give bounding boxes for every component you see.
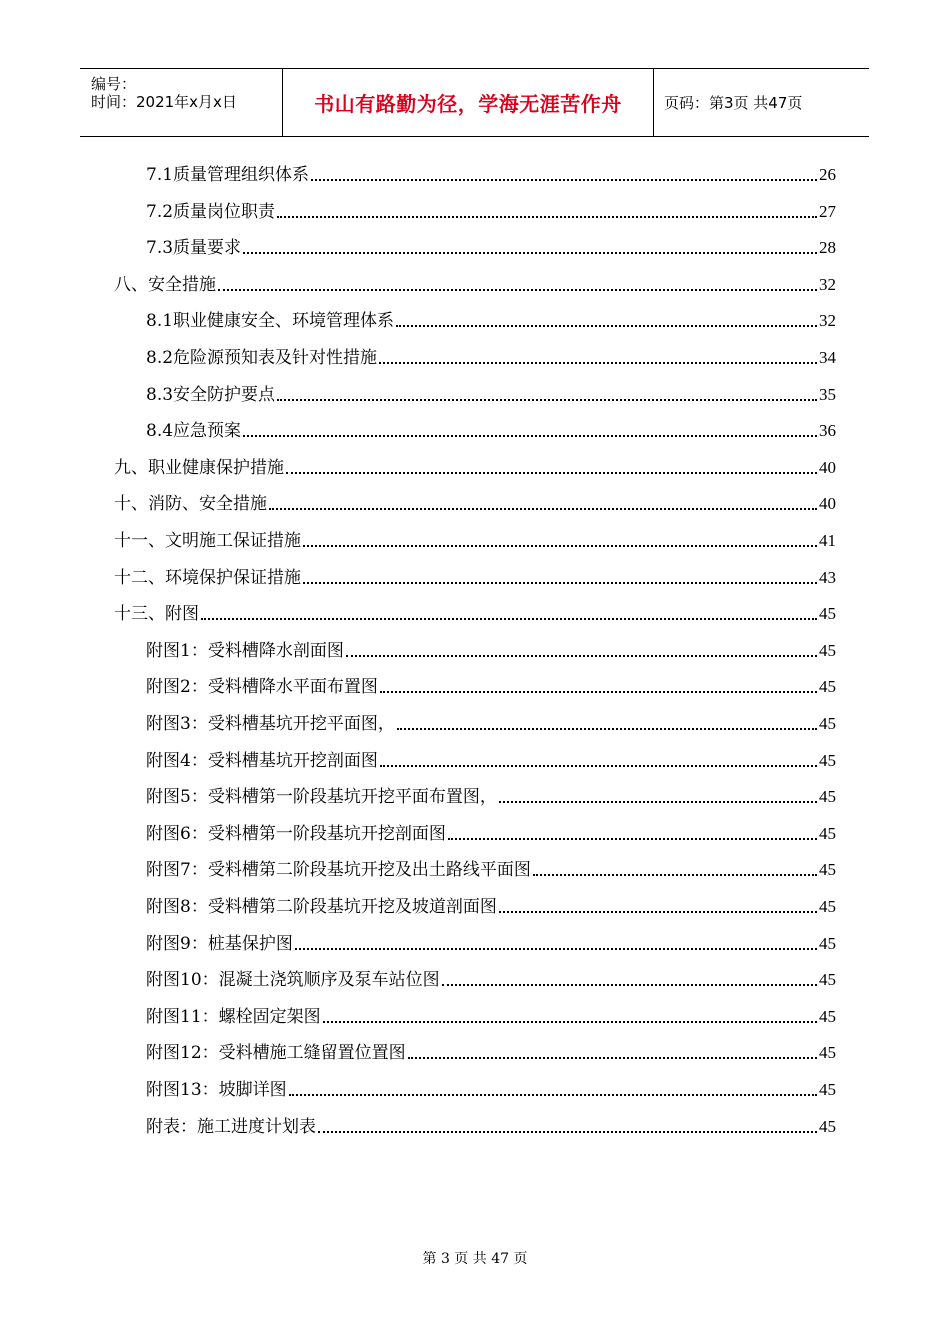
document-number-label: 编号： [91,75,137,93]
toc-entry-title: 附图5：受料槽第一阶段基坑开挖平面布置图， [146,787,497,808]
toc-entry-page: 36 [819,421,836,441]
toc-dot-leader [277,399,817,401]
toc-entry[interactable] [114,526,836,552]
toc-entry-title: 附图7：受料槽第二阶段基坑开挖及出土路线平面图 [146,860,531,881]
toc-dot-leader [323,1021,817,1023]
toc-dot-leader [289,1094,817,1096]
toc-entry-title: 7.3质量要求 [146,238,242,259]
toc-entry[interactable] [114,270,836,296]
toc-entry[interactable] [114,453,836,479]
toc-entry-title: 8.3安全防护要点 [146,384,276,405]
toc-entry[interactable] [146,416,836,442]
toc-entry-title: 附图13：坡脚详图 [146,1080,287,1100]
toc-dot-leader [286,472,817,474]
header-page-cell [654,69,869,136]
toc-entry[interactable] [146,343,836,369]
toc-entry[interactable] [146,672,836,698]
toc-entry[interactable] [146,306,836,332]
toc-entry-page: 45 [819,933,836,953]
toc-dot-leader [318,1131,817,1133]
toc-entry-page: 40 [819,457,836,477]
toc-dot-leader [442,984,817,986]
toc-dot-leader [396,325,817,327]
document-date-label: 时间：2021年x月x日 [91,93,237,111]
page-footer: 第 3 页 共 47 页 [422,1251,528,1267]
toc-entry-page: 45 [819,897,836,916]
toc-entry-page: 45 [819,1080,836,1099]
toc-entry-page: 45 [819,787,836,807]
toc-entry-page: 45 [819,1043,836,1063]
toc-entry-page: 45 [819,750,836,770]
header-meta-cell [80,69,283,136]
toc-entry-page: 34 [819,348,836,367]
toc-entry[interactable] [146,965,836,991]
toc-entry[interactable] [114,489,836,515]
toc-dot-leader [397,728,817,730]
toc-entry[interactable] [146,197,836,223]
toc-dot-leader [243,252,817,254]
toc-dot-leader [243,435,817,437]
toc-entry-title: 十三、附图 [114,604,199,625]
toc-entry[interactable] [146,1038,836,1064]
toc-entry-page: 45 [819,860,836,880]
header-motto: 书山有路勤为径，学海无涯苦作舟 [314,92,622,116]
toc-entry-title: 九、职业健康保护措施 [114,457,284,478]
header-motto-cell [283,69,654,136]
toc-entry-title: 附图3：受料槽基坑开挖平面图， [146,714,395,734]
toc-entry-title: 附图9：桩基保护图 [146,933,293,954]
toc-entry[interactable] [146,782,836,808]
toc-dot-leader [380,765,817,767]
toc-dot-leader [218,289,817,291]
toc-dot-leader [499,911,817,913]
toc-dot-leader [277,216,817,218]
page-header [80,68,869,137]
toc-dot-leader [408,1057,817,1059]
toc-entry-page: 45 [819,604,836,624]
toc-entry-title: 附图12：受料槽施工缝留置位置图 [146,1043,406,1064]
toc-dot-leader [311,179,817,181]
toc-entry[interactable] [146,746,836,772]
toc-entry[interactable] [146,855,836,881]
toc-entry[interactable] [146,819,836,845]
toc-entry-page: 45 [819,714,836,733]
toc-entry[interactable] [146,1075,836,1101]
toc-entry-page: 26 [819,165,836,184]
toc-dot-leader [269,508,817,510]
toc-entry-title: 附图4：受料槽基坑开挖剖面图 [146,750,378,771]
toc-dot-leader [533,874,817,876]
toc-entry[interactable] [146,929,836,955]
toc-entry-title: 附表：施工进度计划表 [146,1116,316,1137]
toc-entry[interactable] [146,233,836,259]
toc-entry-page: 32 [819,311,836,331]
toc-entry-title: 8.2危险源预知表及针对性措施 [146,348,378,368]
toc-entry[interactable] [146,892,836,918]
toc-entry-title: 8.4应急预案 [146,421,242,442]
toc-entry-page: 28 [819,238,836,258]
toc-entry[interactable] [114,599,836,625]
toc-dot-leader [303,545,817,547]
toc-entry-page: 45 [819,640,836,660]
toc-entry[interactable] [146,1002,836,1028]
toc-dot-leader [303,582,817,584]
toc-entry-page: 43 [819,567,836,587]
toc-entry-title: 十、消防、安全措施 [114,494,267,515]
toc-entry-page: 32 [819,274,836,294]
toc-entry[interactable] [146,636,836,662]
toc-dot-leader [448,838,817,840]
toc-entry-page: 45 [819,970,836,990]
toc-entry-title: 7.1质量管理组织体系 [146,165,310,185]
toc-entry-title: 十二、环境保护保证措施 [114,567,301,588]
toc-entry-page: 45 [819,677,836,697]
toc-entry-title: 十一、文明施工保证措施 [114,531,301,551]
toc-entry[interactable] [114,563,836,589]
toc-entry-page: 45 [819,1006,836,1026]
toc-dot-leader [346,655,817,657]
toc-dot-leader [379,362,817,364]
toc-entry-title: 附图11：螺栓固定架图 [146,1006,321,1027]
toc-dot-leader [295,948,817,950]
toc-entry-title: 7.2质量岗位职责 [146,201,276,222]
toc-entry[interactable] [146,1112,836,1138]
toc-entry[interactable] [146,380,836,406]
toc-dot-leader [499,801,817,803]
toc-entry-title: 附图1：受料槽降水剖面图 [146,640,344,661]
toc-entry-page: 27 [819,201,836,221]
toc-entry[interactable] [146,709,836,735]
toc-entry-page: 45 [819,1116,836,1136]
toc-entry-title: 附图2：受料槽降水平面布置图 [146,677,378,698]
toc-entry[interactable] [146,160,836,186]
toc-entry-title: 8.1职业健康安全、环境管理体系 [146,311,395,332]
toc-entry-title: 附图6：受料槽第一阶段基坑开挖剖面图 [146,823,446,844]
toc-entry-page: 35 [819,384,836,404]
toc-entry-page: 40 [819,494,836,514]
toc-entry-page: 45 [819,823,836,843]
toc-entry-title: 附图8：受料槽第二阶段基坑开挖及坡道剖面图 [146,897,497,917]
header-page-number: 页码：第3页 共47页 [664,94,803,112]
toc-dot-leader [380,691,817,693]
toc-entry-page: 41 [819,531,836,550]
toc-dot-leader [201,618,817,620]
toc-entry-title: 附图10：混凝土浇筑顺序及泵车站位图 [146,970,440,991]
toc-entry-title: 八、安全措施 [114,274,216,295]
